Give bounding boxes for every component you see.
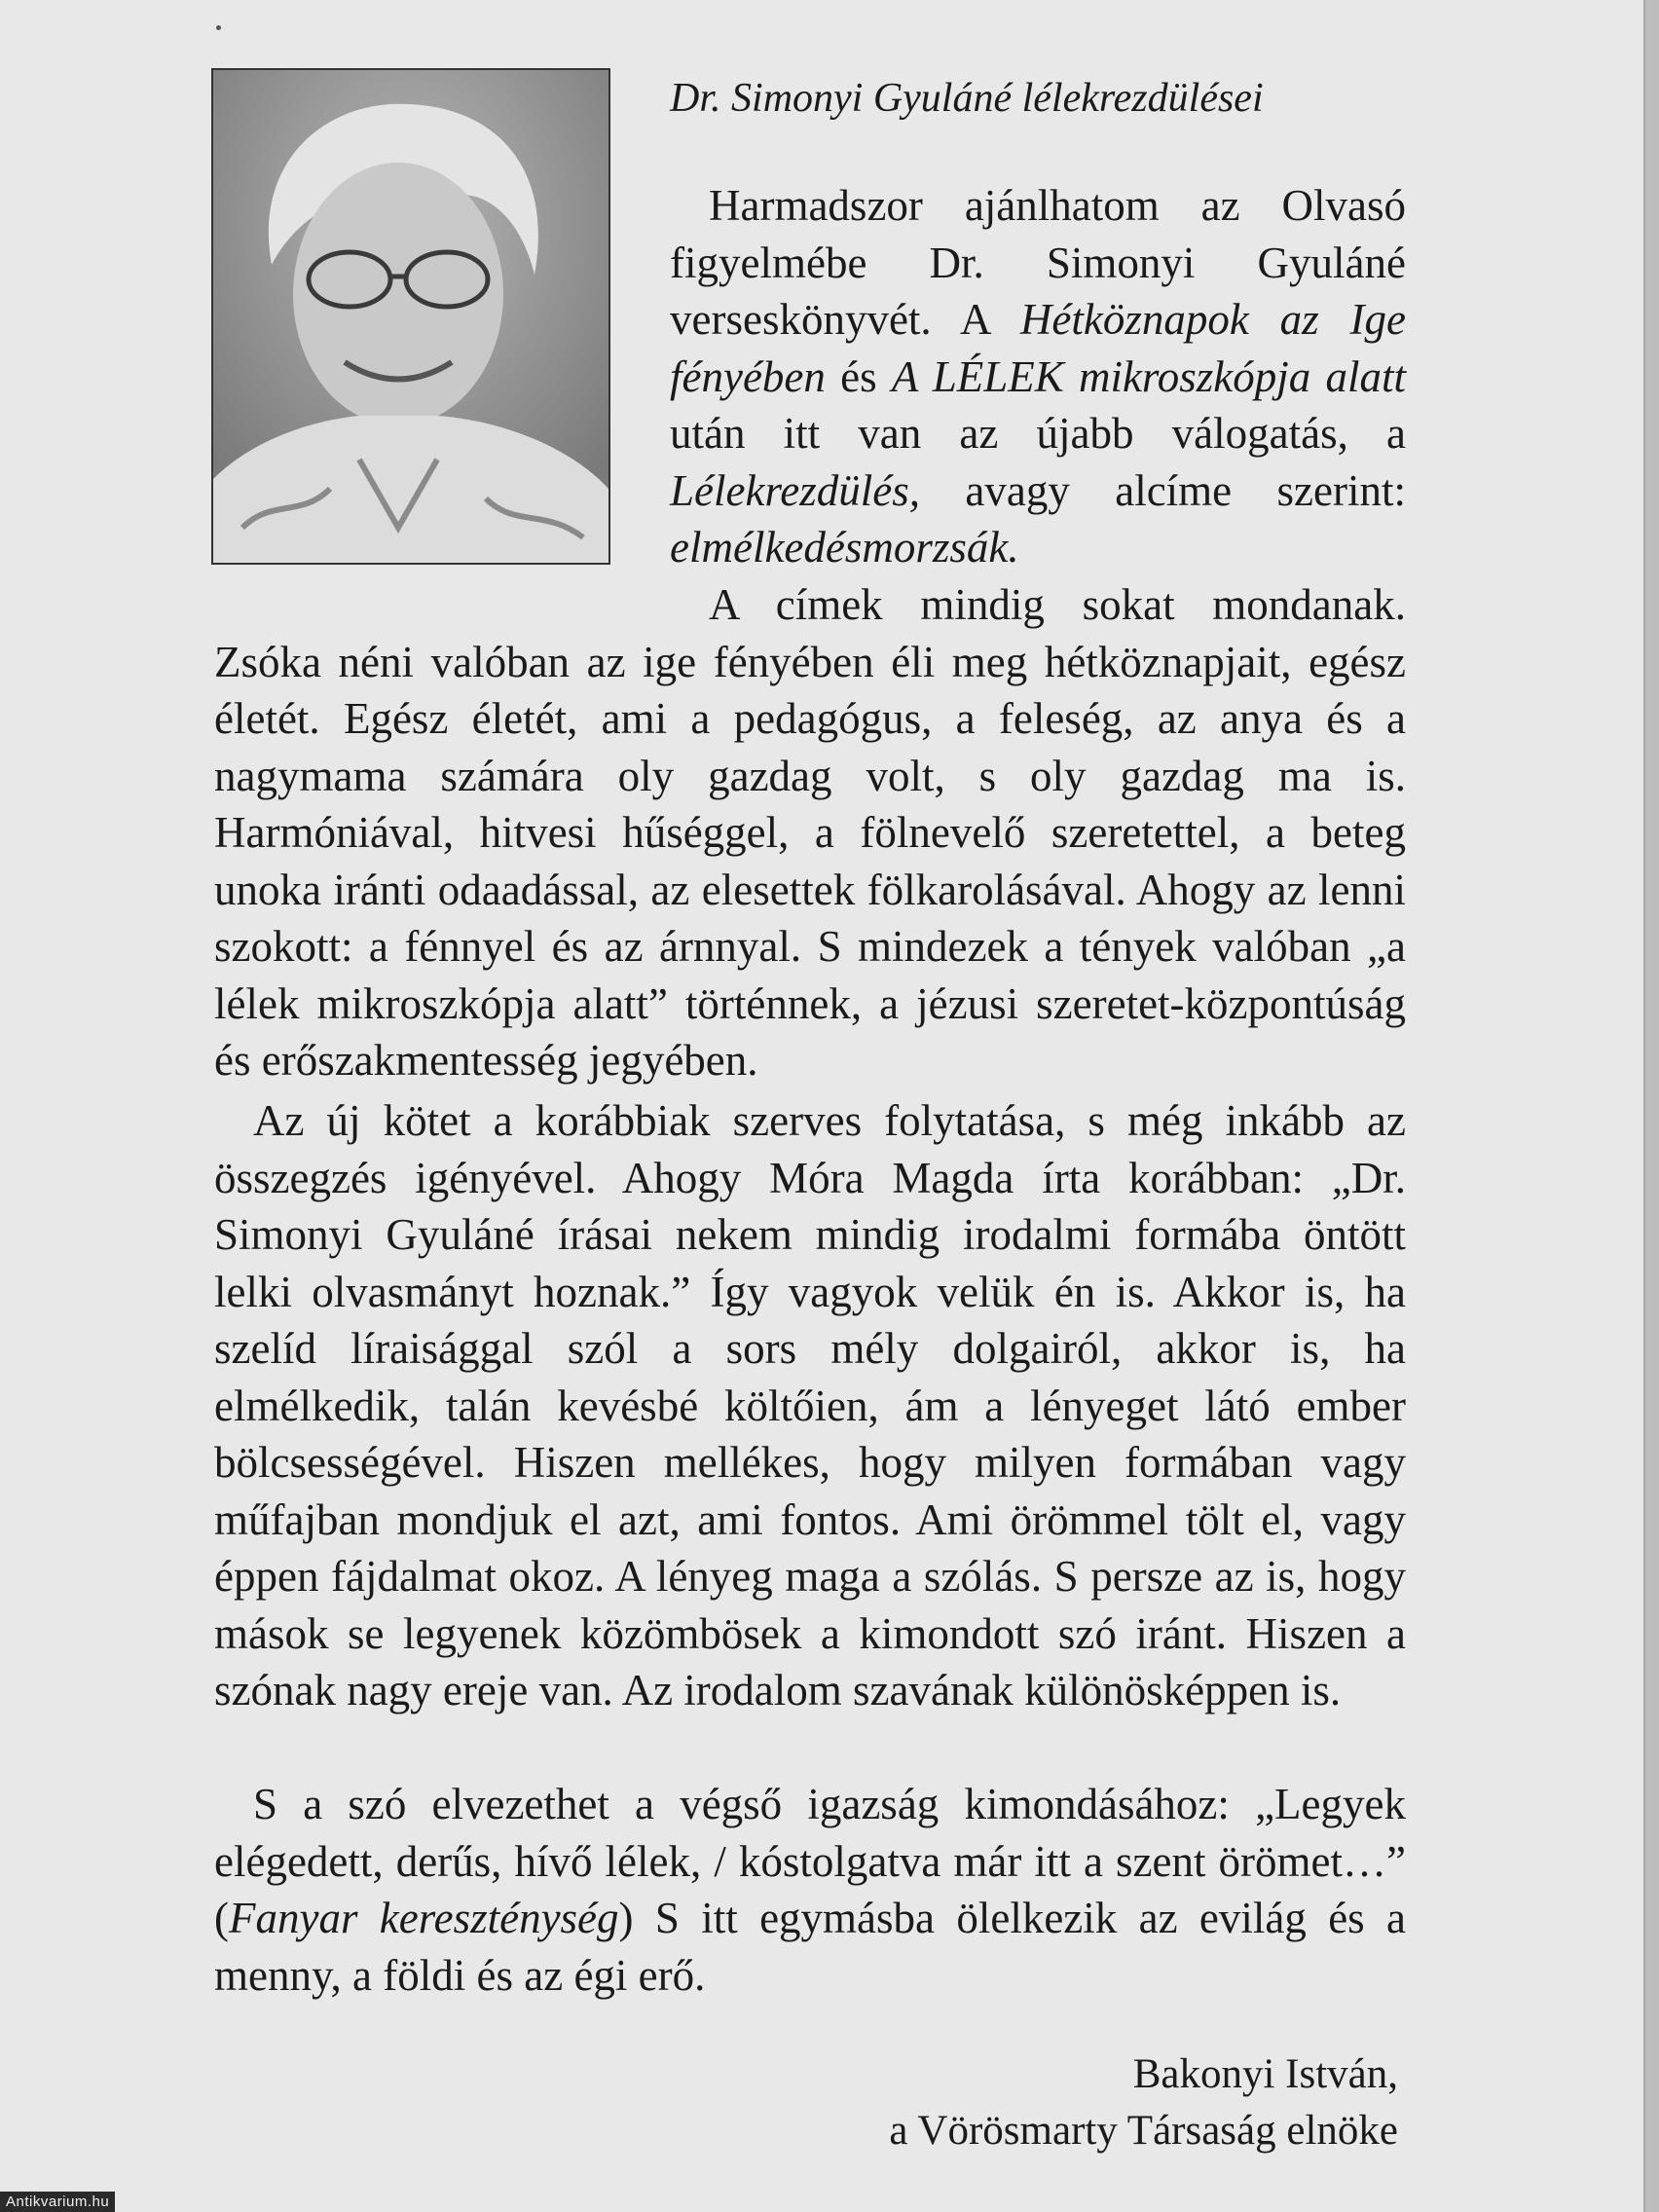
intro-text-3: után itt van az újabb válogatás, a xyxy=(670,409,1406,458)
page-mark xyxy=(216,25,221,30)
intro-text-4: avagy alcíme szerint: xyxy=(920,465,1406,515)
signature xyxy=(889,2046,1398,2159)
intro-book-title-2: A LÉLEK mikroszkópja alatt xyxy=(891,351,1406,401)
portrait-illustration xyxy=(213,70,608,563)
intro-subtitle: elmélkedésmorzsák. xyxy=(670,523,1019,571)
author-portrait-photo xyxy=(211,68,610,565)
paragraph-cimek: A címek mindig sokat mondanak. Zsóka néni valóban az ige fényében éli meg hétköznapjait, egész életét. Egész életét, ami a pedagógus, a feleség, az anya és a nagymama számára oly gazdag volt, s oly gazdag ma is. Harmóniával, hitvesi hűséggel, a fölnevelő szeretettel, a beteg unoka iránti odaadással, az elesettek fölkarolásával. Ahogy az lenni szokott: a fénnyel és az árnnyal. S mindezek a tények valóban „a lélek mikroszkópja alatt” történnek, a jézusi szeretet-központúság és erőszakmentesség jegyében. xyxy=(214,580,1406,1085)
signature-role: a Vörösmarty Társaság elnöke xyxy=(889,2108,1398,2154)
paragraph-intro xyxy=(670,177,1406,576)
watermark-label: Antikvarium.hu xyxy=(0,2192,115,2212)
szo-text-1: S a szó elvezethet a végső igazság kimondásához: „Legyek elégedett, derűs, hívő lélek, / kóstolgatva már itt a szent örömet…” ( xyxy=(214,1780,1406,1942)
signature-name: Bakonyi István, xyxy=(1132,2051,1398,2097)
szo-poem-title: Fanyar kereszténység xyxy=(229,1894,619,1942)
paragraph-szo xyxy=(214,1776,1406,2004)
intro-text-2: és xyxy=(825,351,892,401)
paragraph-uj-kotet: Az új kötet a korábbiak szerves folytatása, s még inkább az összegzés igényével. Ahogy Móra Magda írta korábban: „Dr. Simonyi Gyuláné írásai nekem mindig irodalmi formába öntött lelki olvasmányt hoznak.” Így vagyok velük én is. Akkor is, ha szelíd líraisággal szól a sors mély dolgairól, akkor is, ha elmélkedik, talán kevésbé költőien, ám a lényeget látó ember bölcsességével. Hiszen mellékes, hogy milyen formában vagy műfajban mondjuk el azt, ami fontos. Ami örömmel tölt el, vagy éppen fájdalmat okoz. A lényeg maga a szólás. S persze az is, hogy mások se legyenek közömbösek a kimondott szó iránt. Hiszen a szónak nagy ereje van. Az irodalom szavának különösképpen is. xyxy=(214,1096,1406,1714)
szo-text-2: ) S itt egymásba ölelkezik az evilág és a menny, a földi és az égi erő. xyxy=(214,1894,1406,2000)
page-edge xyxy=(1643,0,1659,2212)
intro-text-1: Harmadszor ajánlhatom az Olvasó figyelmébe Dr. Simonyi Gyuláné verseskönyvét. A xyxy=(670,181,1406,344)
article-title: Dr. Simonyi Gyuláné lélekrezdülései xyxy=(670,76,1264,121)
intro-book-title-1: Hétköznapok az Ige fényében xyxy=(670,295,1406,401)
intro-book-title-3: Lélekrezdülés, xyxy=(670,465,921,515)
